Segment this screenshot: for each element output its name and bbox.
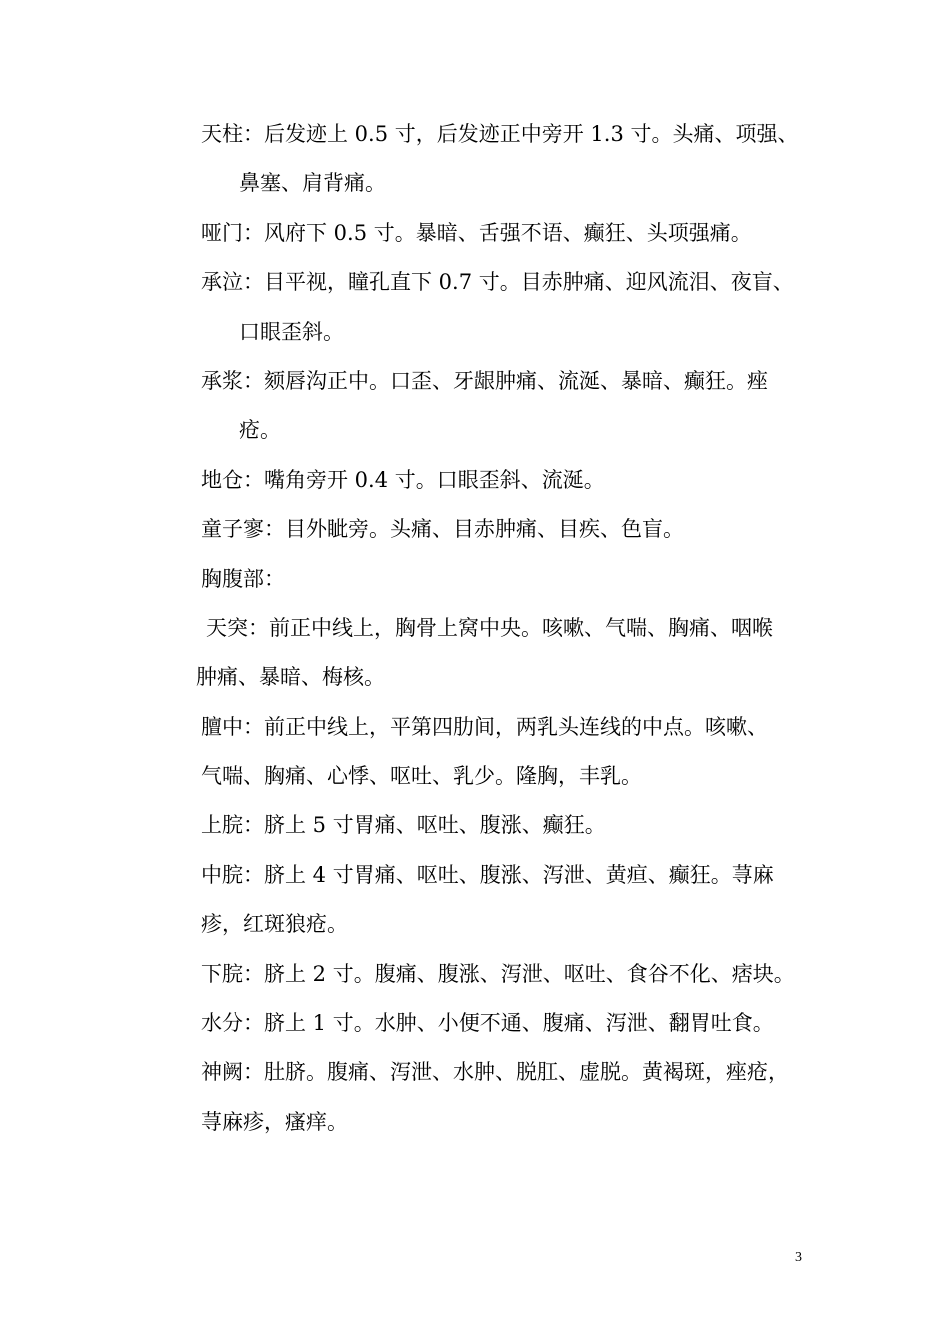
- text-body: [196, 110, 816, 1147]
- text-line: 鼻塞、肩背痛。: [239, 171, 386, 196]
- text-line: 承泣：目平视，瞳孔直下 0.7 寸。目赤肿痛、迎风流泪、夜盲、: [201, 270, 794, 295]
- text-line: 承浆：颏唇沟正中。口歪、牙龈肿痛、流涎、暴暗、癫狂。痤: [201, 368, 768, 393]
- text-line: 疮。: [239, 418, 281, 443]
- text-line: 气喘、胸痛、心悸、呕吐、乳少。隆胸，丰乳。: [201, 764, 642, 789]
- text-line: 肿痛、暴暗、梅核。: [196, 665, 385, 690]
- text-line: 下脘：脐上 2 寸。腹痛、腹涨、泻泄、呕吐、食谷不化、痞块。: [201, 961, 795, 986]
- page-number: 3: [795, 1250, 802, 1265]
- text-line: 地仓：嘴角旁开 0.4 寸。口眼歪斜、流涎。: [201, 467, 605, 492]
- text-line: 口眼歪斜。: [239, 319, 344, 344]
- text-line: 荨麻疹，瘙痒。: [201, 1109, 348, 1134]
- text-line: 疹，红斑狼疮。: [201, 912, 348, 937]
- text-line: 上脘：脐上 5 寸胃痛、呕吐、腹涨、癫狂。: [201, 813, 606, 838]
- text-line: 神阙：肚脐。腹痛、泻泄、水肿、脱肛、虚脱。黄褐斑，痤疮，: [201, 1060, 789, 1085]
- text-line: 水分：脐上 1 寸。水肿、小便不通、腹痛、泻泄、翻胃吐食。: [201, 1011, 774, 1036]
- text-line: 童子寥：目外眦旁。头痛、目赤肿痛、目疾、色盲。: [201, 517, 684, 542]
- text-line: 天突：前正中线上，胸骨上窝中央。咳嗽、气喘、胸痛、咽喉: [206, 615, 773, 640]
- text-line: 中脘：脐上 4 寸胃痛、呕吐、腹涨、泻泄、黄疸、癫狂。荨麻: [201, 862, 774, 887]
- text-line: 天柱：后发迹上 0.5 寸，后发迹正中旁开 1.3 寸。头痛、项强、: [201, 122, 799, 146]
- text-line: 膻中：前正中线上，平第四肋间，两乳头连线的中点。咳嗽、: [201, 714, 768, 739]
- text-line: 哑门：风府下 0.5 寸。暴暗、舌强不语、癫狂、头项强痛。: [201, 220, 752, 245]
- section-heading: 胸腹部：: [201, 566, 285, 591]
